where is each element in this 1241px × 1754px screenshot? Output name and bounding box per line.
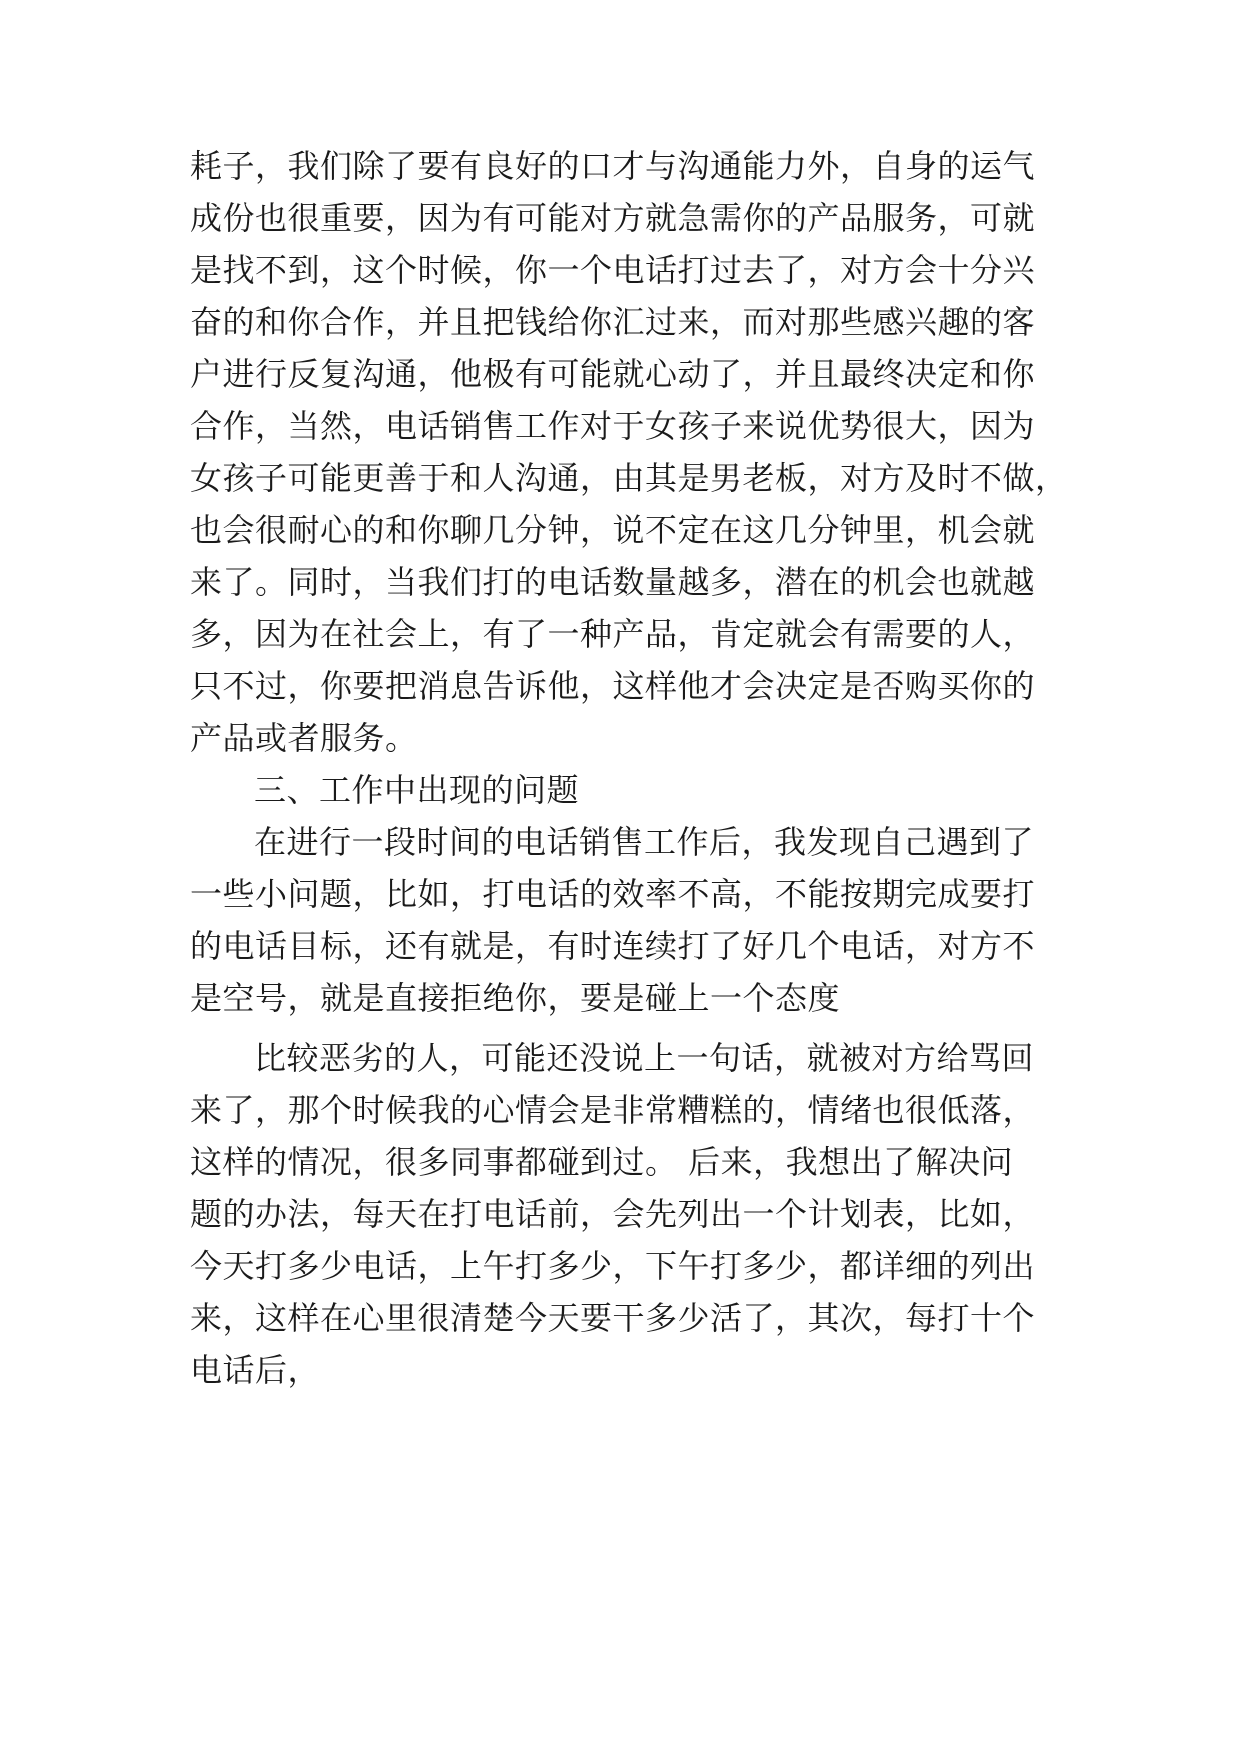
text-line: 的电话目标，还有就是，有时连续打了好几个电话，对方不 [190,927,1036,965]
text-line: 这样的情况，很多同事都碰到过。 后来，我想出了解决问 [190,1143,1014,1181]
text-line: 户进行反复沟通，他极有可能就心动了，并且最终决定和你 [190,355,1036,393]
text-line: 产品或者服务。 [190,719,418,757]
text-line: 耗子，我们除了要有良好的口才与沟通能力外，自身的运气 [190,147,1036,185]
text-line: 是空号，就是直接拒绝你，要是碰上一个态度 [190,979,841,1017]
text-line: 只不过，你要把消息告诉他，这样他才会决定是否购买你的 [190,667,1036,705]
text-line: 一些小问题，比如，打电话的效率不高，不能按期完成要打 [190,875,1036,913]
text-line: 来了，那个时候我的心情会是非常糟糕的，情绪也很低落， [190,1091,1036,1129]
text-line: 女孩子可能更善于和人沟通，由其是男老板，对方及时不做， [190,459,1068,497]
text-line: 在进行一段时间的电话销售工作后，我发现自己遇到了 [254,823,1035,861]
text-line: 电话后， [190,1351,321,1389]
text-line: 成份也很重要，因为有可能对方就急需你的产品服务，可就 [190,199,1036,237]
text-line: 来了。同时，当我们打的电话数量越多，潜在的机会也就越 [190,563,1036,601]
section-heading: 三、工作中出现的问题 [254,771,580,809]
text-line: 是找不到，这个时候，你一个电话打过去了，对方会十分兴 [190,251,1036,289]
text-line: 今天打多少电话，上午打多少，下午打多少，都详细的列出 [190,1247,1036,1285]
text-line: 比较恶劣的人，可能还没说上一句话，就被对方给骂回 [254,1039,1035,1077]
text-line: 也会很耐心的和你聊几分钟，说不定在这几分钟里，机会就 [190,511,1036,549]
text-line: 多，因为在社会上，有了一种产品，肯定就会有需要的人， [190,615,1036,653]
text-line: 来，这样在心里很清楚今天要干多少活了，其次，每打十个 [190,1299,1036,1337]
text-line: 合作，当然，电话销售工作对于女孩子来说优势很大，因为 [190,407,1036,445]
text-line: 题的办法，每天在打电话前，会先列出一个计划表，比如， [190,1195,1036,1233]
text-line: 奋的和你合作，并且把钱给你汇过来，而对那些感兴趣的客 [190,303,1036,341]
